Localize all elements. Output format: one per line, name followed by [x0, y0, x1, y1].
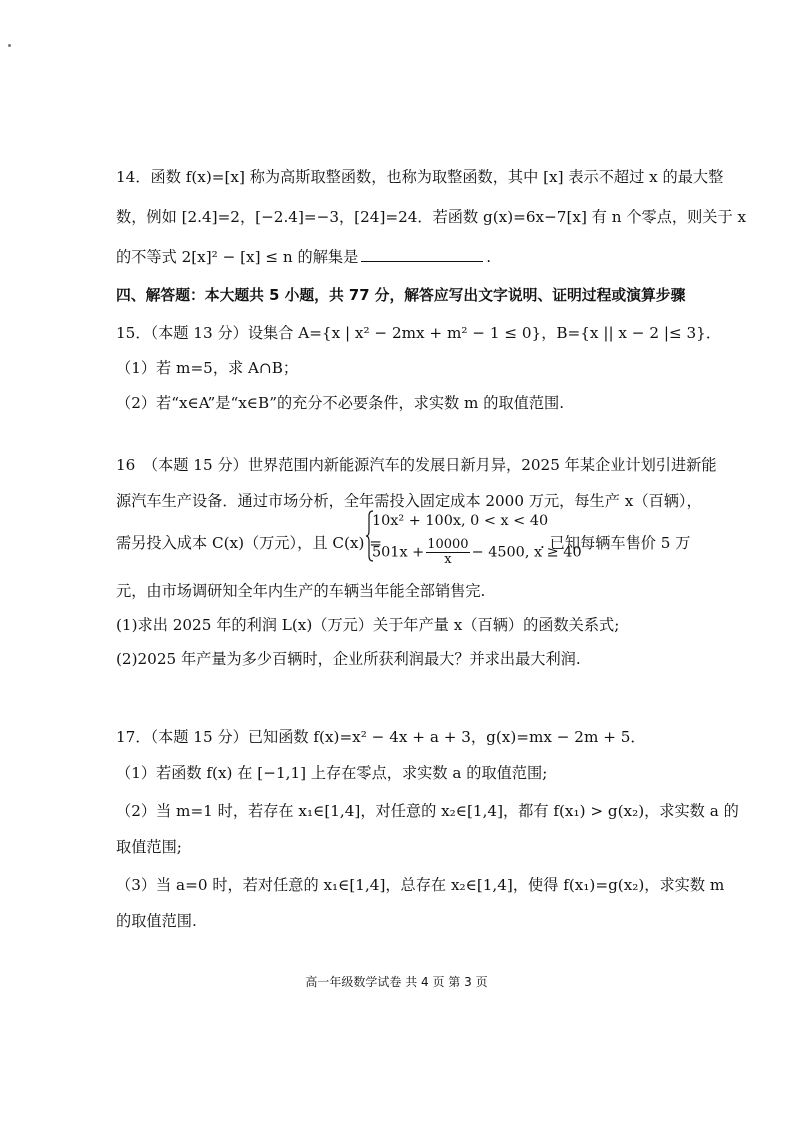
- q16-line-3-left: 需另投入成本 C(x)（万元），且 C(x) =: [116, 534, 382, 552]
- q15-stem: 15．（本题 13 分）设集合 A={x | x² − 2mx + m² − 1 ≤ 0}，B={x || x − 2 |≤ 3}．: [116, 324, 722, 342]
- q14-line-3-text: 的不等式 2[x]² − [x] ≤ n 的解集是: [116, 248, 359, 266]
- q16-line-3-right: . 已知每辆车售价 5 万: [540, 534, 691, 552]
- q15-part-2: （2）若“x∈A”是“x∈B”的充分不必要条件，求实数 m 的取值范围.: [116, 394, 565, 412]
- q16-line-4: 元，由市场调研知全年内生产的车辆当年能全部销售完.: [116, 582, 486, 600]
- scan-dot: [8, 44, 11, 47]
- q17-part-3-line-2: 的取值范围.: [116, 912, 197, 930]
- piecewise-row-2-b: − 4500, x ≥ 40: [471, 544, 582, 561]
- q16-part-1: (1)求出 2025 年的利润 L(x)（万元）关于年产量 x（百辆）的函数关系式;: [116, 616, 620, 634]
- q14-line-3-end: .: [486, 248, 492, 266]
- q17-part-2-line-1: （2）当 m=1 时，若存在 x₁∈[1,4]，对任意的 x₂∈[1,4]，都有 f(x₁) > g(x₂)，求实数 a 的: [116, 802, 739, 820]
- q16-part-2: (2)2025 年产量为多少百辆时，企业所获利润最大？并求出最大利润.: [116, 650, 581, 668]
- q17-part-2-line-2: 取值范围;: [116, 838, 182, 856]
- piecewise-fraction: [426, 538, 469, 567]
- q17-stem: 17．（本题 15 分）已知函数 f(x)=x² − 4x + a + 3，g(x)=mx − 2m + 5．: [116, 728, 646, 746]
- fraction-denominator: x: [444, 552, 452, 567]
- piecewise-row-1: 10x² + 100x, 0 < x < 40: [372, 513, 549, 529]
- q16-line-1: 16 （本题 15 分）世界范围内新能源汽车的发展日新月异，2025 年某企业计划引进新能: [116, 456, 717, 474]
- q14-line-1: 14．函数 f(x)=[x] 称为高斯取整函数，也称为取整函数，其中 [x] 表示不超过 x 的最大整: [116, 168, 724, 186]
- q14-line-3: [116, 246, 733, 268]
- q14-answer-blank[interactable]: [361, 247, 483, 262]
- q14-line-2: 数，例如 [2.4]=2，[−2.4]=−3，[24]=24．若函数 g(x)=6x−7[x] 有 n 个零点，则关于 x: [116, 208, 747, 226]
- q15-part-1: （1）若 m=5，求 A∩B；: [116, 359, 299, 377]
- q17-part-3-line-1: （3）当 a=0 时，若对任意的 x₁∈[1,4]，总存在 x₂∈[1,4]，使得 f(x₁)=g(x₂)，求实数 m: [116, 876, 725, 894]
- q17-part-1: （1）若函数 f(x) 在 [−1,1] 上存在零点，求实数 a 的取值范围;: [116, 764, 548, 782]
- fraction-numerator: 10000: [427, 537, 469, 552]
- section-4-title: 四、解答题：本大题共 5 小题，共 77 分，解答应写出文字说明、证明过程或演算步骤: [116, 287, 686, 304]
- page-footer: 高一年级数学试卷 共 4 页 第 3 页: [305, 975, 488, 989]
- piecewise-row-2-a: 501x +: [372, 544, 425, 561]
- q16-line-2: 源汽车生产设备．通过市场分析，全年需投入固定成本 2000 万元，每生产 x（百辆），: [116, 492, 702, 510]
